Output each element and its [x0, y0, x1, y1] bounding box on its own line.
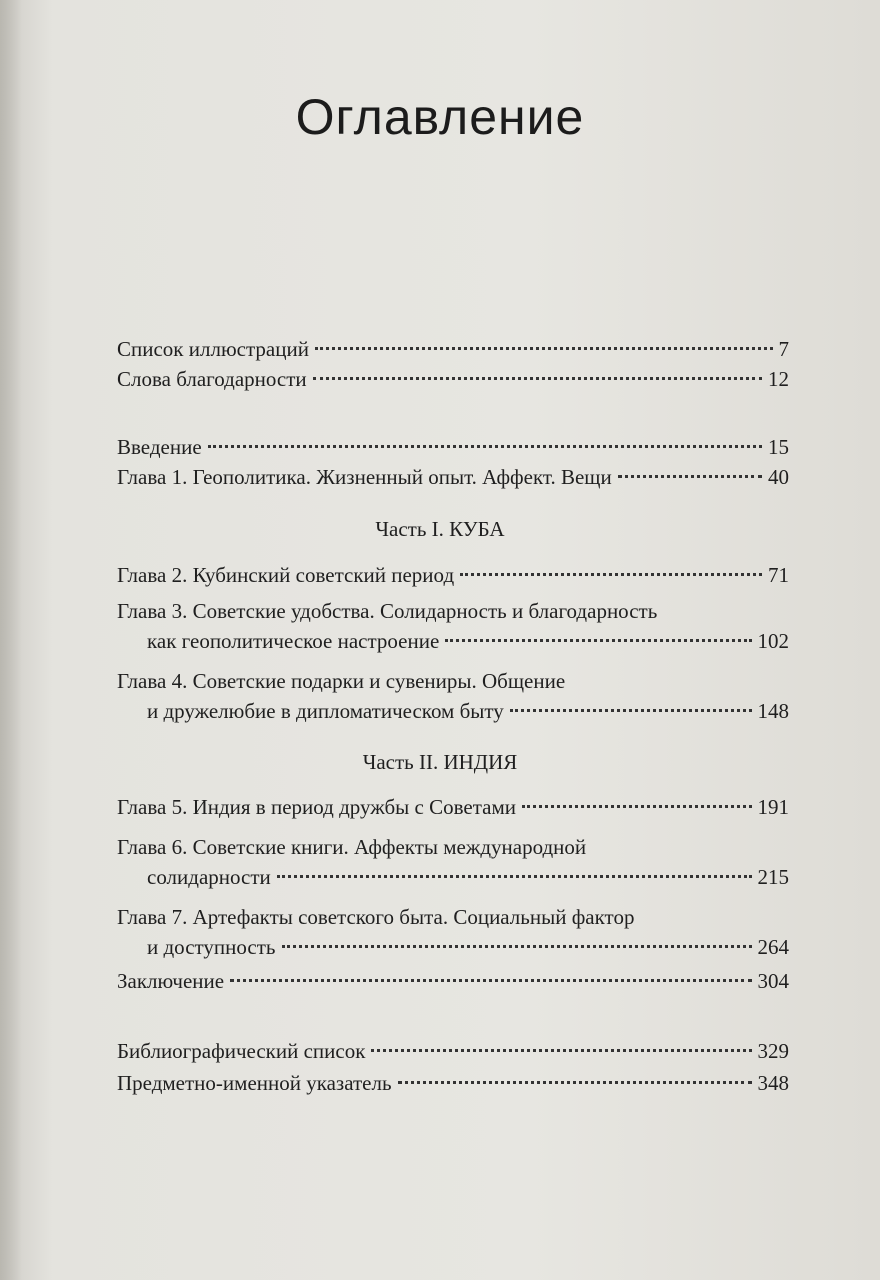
toc-entry: Глава 4. Советские подарки и сувениры. Общение и дружелюбие в дипломатическом быту 148 [117, 669, 789, 723]
toc-entry: Глава 5. Индия в период дружбы с Советами 191 [117, 795, 789, 819]
toc-entry: Список иллюстраций 7 [117, 337, 789, 361]
part-heading: Часть II. ИНДИЯ [362, 750, 518, 774]
toc-entry: Глава 2. Кубинский советский период 71 [117, 563, 789, 587]
part-heading: Часть I. КУБА [375, 517, 505, 541]
toc-entry: Введение 15 [117, 435, 789, 459]
toc-entry: Заключение 304 [117, 969, 789, 993]
page-shadow [0, 0, 22, 1280]
toc-entry: Глава 6. Советские книги. Аффекты международной солидарности 215 [117, 835, 789, 889]
toc-entry: Библиографический список 329 [117, 1039, 789, 1063]
toc-entry: Глава 7. Артефакты советского быта. Социальный фактор и доступность 264 [117, 905, 789, 959]
toc-title: Оглавление [295, 89, 585, 145]
toc-entry: Предметно-именной указатель 348 [117, 1071, 789, 1095]
toc-entry: Глава 3. Советские удобства. Солидарность и благодарность как геополитическое настроение 102 [117, 599, 789, 653]
toc-entry: Слова благодарности 12 [117, 367, 789, 391]
toc-entry: Глава 1. Геополитика. Жизненный опыт. Аффект. Вещи 40 [117, 465, 789, 489]
